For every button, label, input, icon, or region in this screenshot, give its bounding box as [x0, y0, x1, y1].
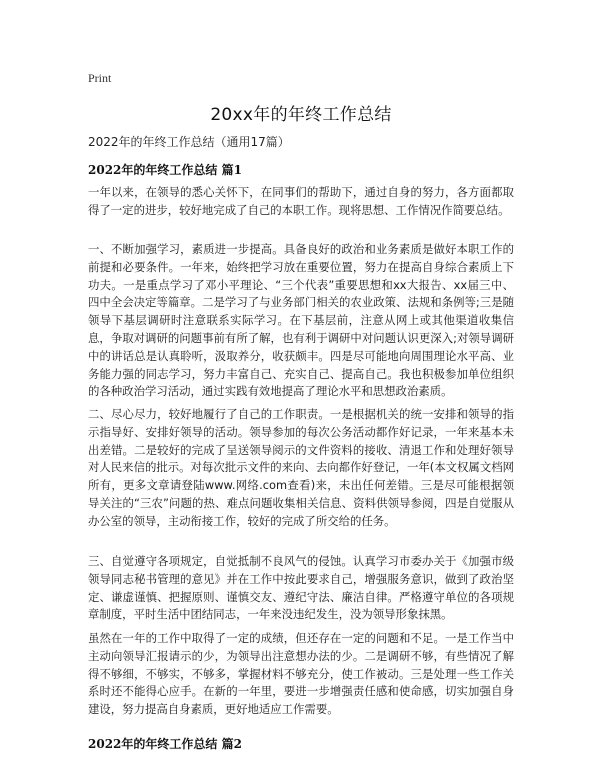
print-label[interactable]: Print	[88, 71, 112, 85]
paragraph-shortcomings: 虽然在一年的工作中取得了一定的成绩，但还存在一定的问题和不足。一是工作当中主动向领导汇报请示的少，为领导出注意想办法的少。二是调研不够，有些情况了解得不够细，不够实，不够多，掌握材料不够充分，使工作被动。三是处理一些工作关系时还不能得心应手。在新的一年里，要进一步增强责任感和使命感，切实加强自身建设，努力提高自身素质，更好地适应工作需要。	[88, 631, 514, 717]
paragraph-discipline: 三、自觉遵守各项规定，自觉抵制不良风气的侵蚀。认真学习市委办关于《加强市级领导同志秘书管理的意见》并在工作中按此要求自己，增强服务意识，做到了政治坚定、谦虚谨慎、把握原则、谨慎交友、遵纪守法、廉洁自律。严格遵守单位的各项规章制度，平时生活中团结同志，一年来没违纪发生，没为领导形象抹黑。	[88, 554, 514, 622]
document-title: 20xx年的年终工作总结	[210, 105, 392, 125]
section-heading-1: 2022年的年终工作总结 篇1	[88, 163, 242, 177]
paragraph-intro: 一年以来，在领导的悉心关怀下，在同事们的帮助下，通过自身的努力，各方面都取得了一定的进步，较好地完成了自己的本职工作。现将思想、工作情况作简要总结。	[88, 185, 514, 217]
paragraph-study: 一、不断加强学习，素质进一步提高。具备良好的政治和业务素质是做好本职工作的前提和必要条件。一年来，始终把学习放在重要位置，努力在提高自身综合素质上下功夫。一是重点学习了邓小平理论、“三个代表”重要思想和xx大报告、xx届三中、四中全会决定等篇章。二是学习了与业务部门相关的农业政策、法规和条例等;三是随领导下基层调研时注意联系实际学习。在下基层前，注意从网上或其他渠道收集信息，争取对调研的问题事前有所了解，也有利于调研中对问题认识更深入;对领导调研中的讲话总是认真聆听，汲取养分，收获颇丰。四是尽可能地向周围理论水平高、业务能力强的同志学习，努力丰富自己、充实自己、提高自己。我也积极参加单位组织的各种政治学习活动，通过实践有效地提高了理论水平和思想政治素质。	[88, 242, 514, 399]
document-subtitle: 2022年的年终工作总结（通用17篇）	[88, 135, 290, 149]
section-heading-2: 2022年的年终工作总结 篇2	[88, 737, 242, 751]
paragraph-duties: 二、尽心尽力，较好地履行了自己的工作职责。一是根据机关的统一安排和领导的指示指导好、安排好领导的活动。领导参加的每次公务活动都作好记录，一年来基本未出差错。二是较好的完成了呈送领导阅示的文件资料的接收、清退工作和处理好领导对人民来信的批示。对每次批示文件的来向、去向都作好登记，一年(本文权属文档网所有，更多文章请登陆www.网络.com查看)来，未出任何差错。三是尽可能根据领导关注的“三农”问题的热、难点问题收集相关信息、资料供领导参阅，四是自觉服从办公室的领导，主动衔接工作，较好的完成了所交给的任务。	[88, 407, 514, 528]
